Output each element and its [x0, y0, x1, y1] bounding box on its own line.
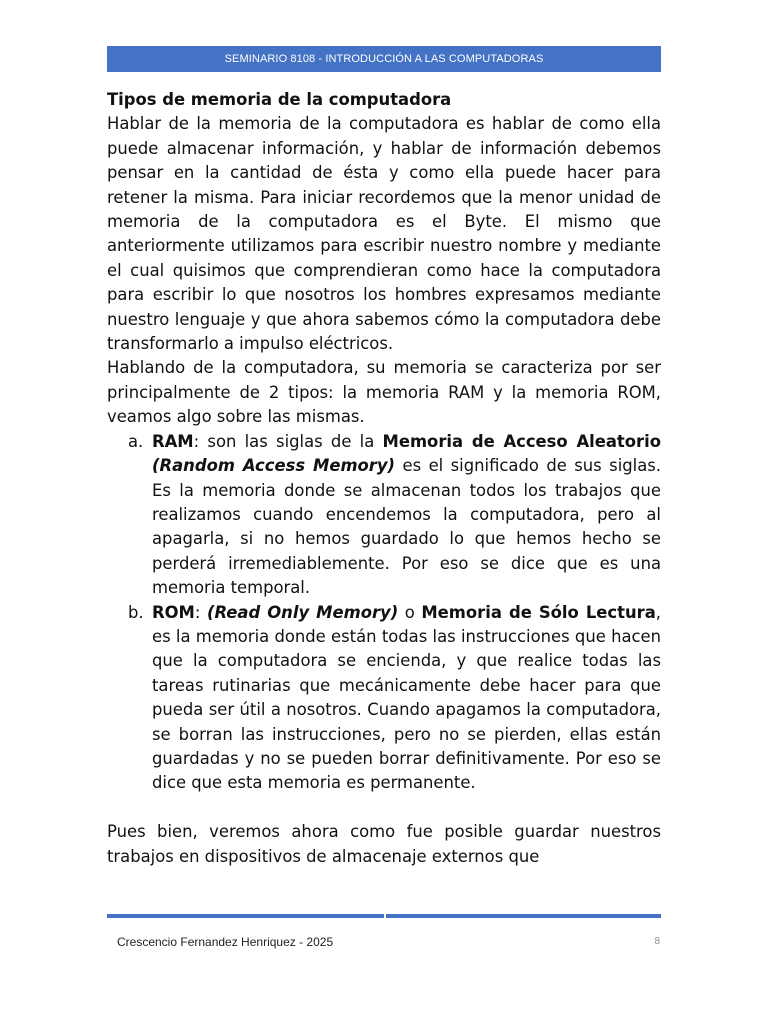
- document-body: [107, 88, 661, 910]
- list-text: : son las siglas de la: [193, 431, 383, 451]
- paragraph-intro: Hablar de la memoria de la computadora es hablar de como ella puede almacenar información, y hablar de información debemos pensar en la cantidad de ésta y como ella puede hacer para retener la misma. Para iniciar recordemos que la menor unidad de memoria de la computadora es el Byte. El mismo que anteriormente utilizamos para escribir nuestro nombre y mediante el cual quisimos que comprendieran como hace la computadora para escribir lo que nosotros los hombres expresamos mediante nuestro lenguaje y que ahora sabemos cómo la computadora debe transformarlo a impulso eléctricos.: [107, 114, 661, 354]
- list-item-ram: [128, 430, 661, 601]
- term-ram: RAM: [152, 431, 194, 451]
- term-ram-english: (Random Access Memory): [152, 456, 396, 476]
- list-text: , es la memoria donde están todas las instrucciones que hacen que la computadora se encienda, y que realice todas las tareas rutinarias que mecánicamente debe hacer para que pueda ser útil a nosotros. Cuando apagamos la computadora, se borran las instrucciones, pero no se pierden, ellas están guardadas y no se pueden borrar definitivamente. Por eso se dice que esta memoria es permanente.: [152, 602, 661, 793]
- footer-divider: [107, 914, 661, 918]
- footer-author: Crescencio Fernandez Henriquez - 2025: [117, 935, 334, 949]
- paragraph-external-storage: Pues bien, veremos ahora como fue posible guardar nuestros trabajos en dispositivos de almacenaje externos que: [107, 822, 661, 866]
- term-rom-spanish: Memoria de Sólo Lectura: [421, 602, 656, 622]
- list-marker: b.: [128, 602, 144, 622]
- footer-divider-left: [107, 914, 384, 918]
- header-title: SEMINARIO 8108 - INTRODUCCIÓN A LAS COMPUTADORAS: [224, 53, 544, 65]
- paragraph-memory-types: Hablando de la computadora, su memoria se caracteriza por ser principalmente de 2 tipos: la memoria RAM y la memoria ROM, veamos algo sobre las mismas.: [107, 358, 661, 427]
- page-number: 8: [654, 936, 660, 947]
- section-heading: Tipos de memoria de la computadora: [107, 90, 452, 109]
- paragraph-spacer: [107, 796, 661, 820]
- list-item-rom: [128, 601, 661, 796]
- footer-divider-right: [386, 914, 661, 918]
- list-text: es el significado de sus siglas. Es la memoria donde se almacenan todos los trabajos que realizamos cuando encendemos la computadora, pero al apagarla, si no hemos guardado lo que hemos hecho se perderá irremediablemente. Por eso se dice que es una memoria temporal.: [152, 456, 661, 598]
- term-rom: ROM: [152, 602, 195, 622]
- term-rom-english: (Read Only Memory): [206, 602, 399, 622]
- memory-types-list: [107, 430, 661, 796]
- list-text: :: [194, 602, 207, 622]
- list-marker: a.: [128, 431, 144, 451]
- page-header: [107, 46, 661, 72]
- term-ram-spanish: Memoria de Acceso Aleatorio: [382, 431, 661, 451]
- list-text: o: [398, 602, 422, 622]
